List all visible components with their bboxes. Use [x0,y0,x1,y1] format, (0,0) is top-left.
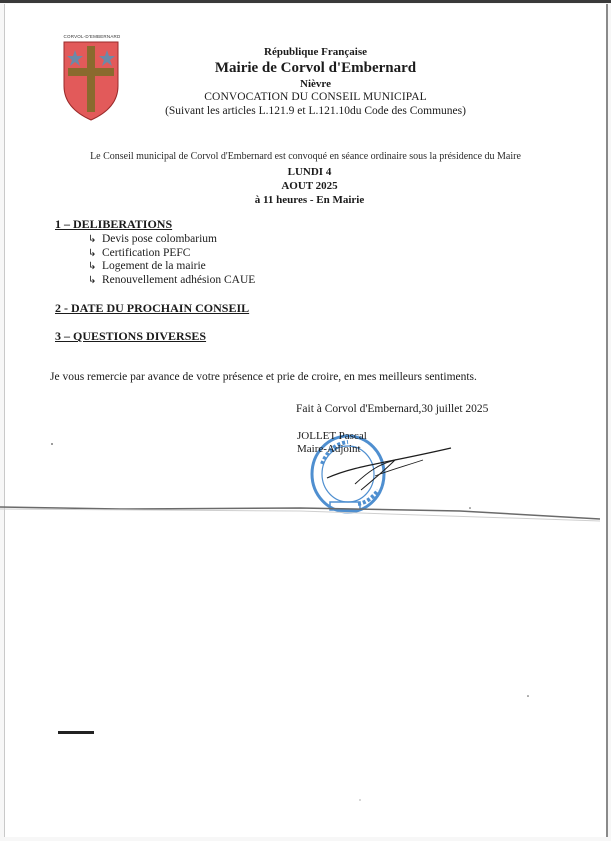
hooked-arrow-icon: ↳ [88,274,97,286]
section-heading-misc: 3 – QUESTIONS DIVERSES [55,329,207,343]
hooked-arrow-icon: ↳ [88,261,97,272]
list-item-label: Devis pose colombarium [102,233,217,245]
departement-label: Nièvre [300,78,331,90]
legal-reference: (Suivant les articles L.121.9 et L.121.10du Code des Communes) [165,105,466,117]
section-heading-deliberations: 1 – DELIBERATIONS [55,217,173,231]
list-item-label: Certification PEFC [102,246,191,259]
list-item-label: Logement de la mairie [102,260,206,272]
place-date: Fait à Corvol d'Embernard,30 juillet 2025 [296,403,489,415]
signer-role: Maire-Adjoint [297,443,361,455]
republique-label: République Française [264,46,367,58]
convocation-intro: Le Conseil municipal de Corvol d'Embernard est convoqué en séance ordinaire sous la présidence du Maire [90,151,521,162]
hooked-arrow-icon: ↳ [88,234,97,245]
signer-name: JOLLET Pascal [297,430,367,442]
section-heading-next-council: 2 - DATE DU PROCHAIN CONSEIL [55,301,250,315]
closing-sentence: Je vous remercie par avance de votre présence et prie de croire, en mes meilleurs sentiments. [50,371,477,383]
mairie-title: Mairie de Corvol d'Embernard [214,60,417,76]
document-title: CONVOCATION DU CONSEIL MUNICIPAL [204,91,427,103]
hooked-arrow-icon: ↳ [88,247,97,259]
meeting-month: AOUT 2025 [281,180,338,192]
crest-caption: CORVOL-D'EMBERNARD [63,34,121,39]
list-item-label: Renouvellement adhésion CAUE [102,273,256,286]
meeting-time-place: à 11 heures - En Mairie [254,194,365,206]
meeting-day: LUNDI 4 [287,166,332,178]
